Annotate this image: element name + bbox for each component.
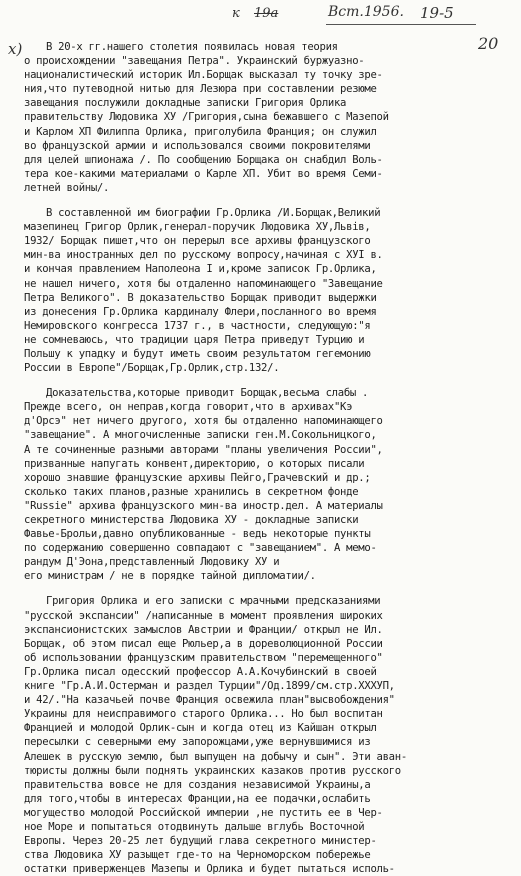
text-line: мин-ва иностранных дел по русскому вопросу,начиная с ХУI в.: [24, 249, 383, 262]
text-line: Польшу к упадку и будут иметь своим результатом гегемонию: [24, 347, 371, 360]
paragraph-gap: [24, 195, 514, 206]
text-line: во французской армии и использовался своими покровителями: [24, 139, 371, 152]
text-line: 1932/ Борщак пишет,что он перерыл все архивы французского: [24, 235, 371, 248]
text-line: о происхождении "завещания Петра". Украинский буржуазно-: [24, 55, 365, 68]
text-line: националистический историк Ил.Борщак высказал ту точку зре-: [24, 69, 383, 82]
text-line: экспансионистских замыслов Австрии и Франции/ открыл не Ил.: [24, 623, 383, 636]
header-archive-code: 19а: [254, 6, 279, 21]
header-page-ref: 19-5: [420, 4, 454, 22]
text-line: Европы. Через 20-25 лет будущий глава секретного министер-: [24, 835, 377, 848]
text-line: не нашел ничего, хотя бы отдаленно напоминающего "Завещание: [24, 277, 383, 290]
text-line: из донесения Гр.Орлика кардиналу Флери,посланного во время: [24, 305, 377, 318]
text-line: правительству Людовика ХУ /Григория,сына бежавшего с Мазепой: [24, 111, 389, 124]
text-line: летней войны/.: [24, 181, 110, 194]
text-line: А те сочиненные разными авторами "планы увеличения России",: [24, 443, 383, 456]
text-line: остатки приверженцев Мазепы и Орлика и будет пытаться исполь-: [24, 863, 395, 876]
text-line: ния,что путеводной нитью для Лезюра при составлении резюме: [24, 83, 377, 96]
text-line: секретного министерства Людовика ХУ - докладные записки: [24, 514, 359, 526]
header-underline: [326, 24, 476, 25]
header-prefix: к: [232, 6, 240, 21]
paragraph-gap: [24, 583, 514, 594]
text-line: правительства вовсе не для создания независимой Украины,а: [24, 778, 371, 791]
text-line: и 42/."На казачьей почве Франция освежила план"высвобождения": [24, 694, 395, 707]
text-line: д'Орсэ" нет ничего другого, хотя бы отдаленно напоминающего: [24, 415, 383, 428]
margin-mark-left: х): [8, 40, 23, 58]
text-line: Прежде всего, он неправ,когда говорит,что в архивах"Кэ: [24, 401, 353, 414]
paragraph-gap: [24, 375, 514, 386]
text-line: Петра Великого". В доказательство Борщак приводит выдержки: [24, 291, 377, 304]
margin-mark-right: 20: [478, 34, 499, 53]
paragraph: [24, 40, 514, 195]
text-line: завещания послужили докладные записки Григория Орлика: [24, 97, 347, 110]
paragraph: [24, 206, 514, 375]
header-date: Вст.1956.: [328, 4, 404, 20]
text-line: об использовании французским правительством "перемещенного": [24, 651, 383, 664]
text-line: могущество молодой Российской империи ,не пустить ее в Чер-: [24, 806, 383, 819]
text-line: рандум Д'Эона,представленный Людовику ХУ и: [24, 556, 280, 569]
text-line: России в Европе"/Борщак,Гр.Орлик,стр.132/.: [24, 362, 280, 375]
text-line: мазепинец Григор Орлик,генерал-поручик Людовика ХУ,Львів,: [24, 221, 371, 234]
paragraph: [24, 386, 514, 583]
text-line: для целей шпионажа /. По сообщению Борщака он снабдил Воль-: [24, 153, 383, 166]
text-line: Алешек в русскую землю, был выпущен на добычу и сын". Эти аван-: [24, 750, 407, 763]
text-line: призванные напугать конвент,директорию, о которых писали: [24, 457, 365, 470]
text-line: Доказательства,которые приводит Борщак,весьма слабы .: [46, 387, 369, 400]
paragraph: [24, 594, 514, 876]
text-line: тера кое-какими материалами о Карле ХП. Убит во время Семи-: [24, 167, 383, 180]
text-line: сколько таких планов,разные хранились в секретном фонде: [24, 485, 359, 498]
text-line: тюристы должны были поднять украинских казаков против русского: [24, 764, 401, 777]
text-line: Гр.Орлика писал одесский профессор А.А.Кочубинский в своей: [24, 665, 377, 678]
text-line: не сомневаюсь, что традиции царя Петра приведут Турцию и: [24, 333, 365, 346]
text-line: "завещание". А многочисленные записки ген.М.Сокольницкого,: [24, 429, 377, 442]
text-line: В составленной им биографии Гр.Орлика /И.Борщак,Великий: [46, 207, 381, 220]
text-line: ства Людовика ХУ разыщет где-то на Черноморском побережье: [24, 849, 371, 862]
text-line: Францией и молодой Орлик-сын и когда отец из Кайшан открыл: [24, 722, 377, 735]
text-line: и Карлом ХП Филиппа Орлика, приголубила Франция; он служил: [24, 125, 377, 138]
text-line: В 20-х гг.нашего столетия появилась новая теория: [46, 41, 338, 53]
text-line: ное Море и попытаться отодвинуть дальше вглубь Восточной: [24, 820, 365, 833]
text-line: его министрам / не в порядке тайной дипломатии/.: [24, 570, 316, 583]
text-line: Григория Орлика и его записки с мрачными предсказаниями: [46, 595, 381, 608]
text-line: Украины для неисправимого старого Орлика... Но был воспитан: [24, 708, 383, 721]
text-line: и кончая правлением Наполеона I и,кроме записок Гр.Орлика,: [24, 263, 377, 276]
text-line: по содержанию совершенно совпадают с "завещанием". А мемо-: [24, 542, 377, 555]
text-line: Фавье-Брольи,давно опубликованные - ведь некоторые пункты: [24, 528, 371, 541]
document-body: [24, 40, 514, 876]
text-line: "Russie" архива французского мин-ва иностр.дел. А материалы: [24, 499, 383, 512]
text-line: книге "Гр.А.И.Остерман и раздел Турции"/Од.1899/см.стр.XXXУП,: [24, 680, 395, 693]
text-line: "русской экспансии" /написанные в момент проявления широких: [24, 609, 383, 622]
text-line: Борщак, об этом писал еще Рюльер,а в дореволюционной России: [24, 637, 383, 650]
text-line: Немировского конгресса 1737 г., в частности, следующую:"я: [24, 319, 371, 332]
text-line: пересылки с северными ему запорожцами,уже вернувшимися из: [24, 736, 371, 749]
text-line: для того,чтобы в интересах Франции,на ее подачки,ослабить: [24, 792, 371, 805]
text-line: хорошо знавшие французские архивы Пейго,Грачевский и др.;: [24, 471, 371, 484]
